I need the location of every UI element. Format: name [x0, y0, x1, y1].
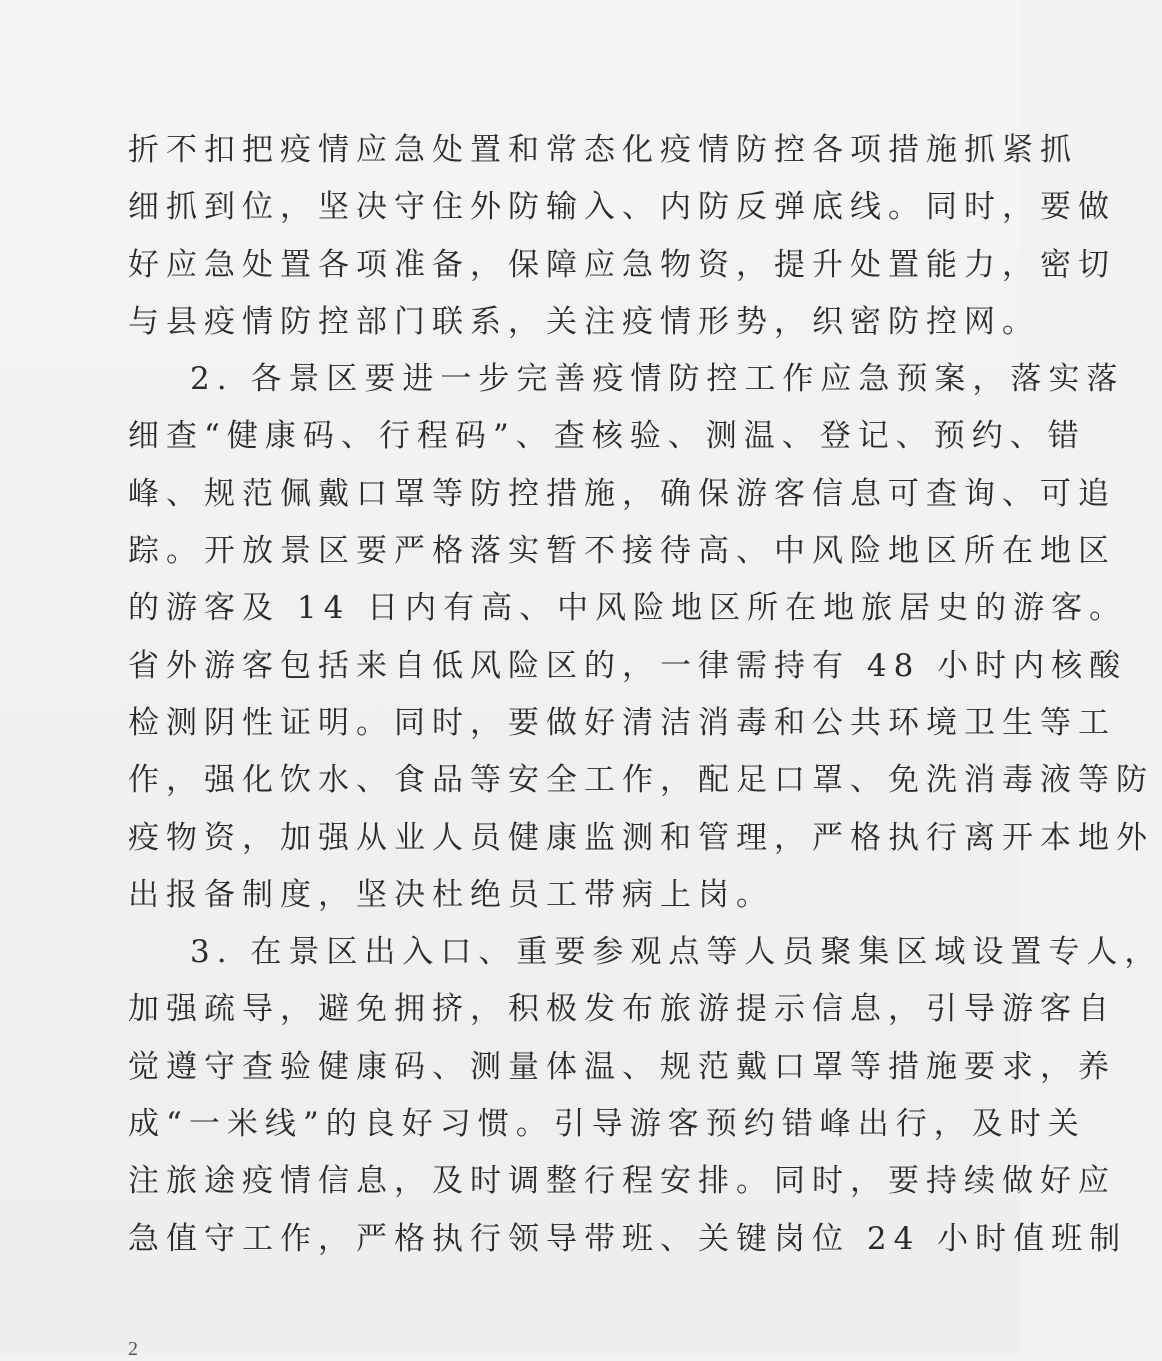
text-line: 的游客及 14 日内有高、中风险地区所在地旅居史的游客。	[128, 590, 1128, 627]
text-line: 折不扣把疫情应急处置和常态化疫情防控各项措施抓紧抓	[128, 132, 1078, 168]
text-line: 注旅途疫情信息，及时调整行程安排。同时，要持续做好应	[128, 1163, 1116, 1200]
text-line: 急值守工作，严格执行领导带班、关键岗位 24 小时值班制	[128, 1220, 1128, 1257]
text-line: 加强疏导，避免拥挤，积极发布旅游提示信息，引导游客自	[128, 991, 1116, 1028]
text-line: 细抓到位，坚决守住外防输入、内防反弹底线。同时，要做	[128, 189, 1116, 226]
text-line: 细查“健康码、行程码”、查核验、测温、登记、预约、错	[128, 418, 1086, 455]
text-line: 疫物资，加强从业人员健康监测和管理，严格执行离开本地外	[128, 819, 1154, 856]
text-line: 检测阴性证明。同时，要做好清洁消毒和公共环境卫生等工	[128, 704, 1116, 741]
text-line: 觉遵守查验健康码、测量体温、规范戴口罩等措施要求，养	[128, 1048, 1116, 1085]
text-line: 成“一米线”的良好习惯。引导游客预约错峰出行，及时关	[128, 1106, 1086, 1143]
text-line: 作，强化饮水、食品等安全工作，配足口罩、免洗消毒液等防	[128, 762, 1154, 799]
text-line: 出报备制度，坚决杜绝员工带病上岗。	[128, 876, 774, 913]
text-line: 好应急处置各项准备，保障应急物资，提升处置能力，密切	[128, 246, 1116, 283]
text-line: 省外游客包括来自低风险区的，一律需持有 48 小时内核酸	[128, 647, 1128, 684]
page-number: 2	[128, 1338, 138, 1360]
text-line: 峰、规范佩戴口罩等防控措施，确保游客信息可查询、可追	[128, 475, 1116, 512]
text-line: 与县疫情防控部门联系，关注疫情形势，织密防控网。	[128, 303, 1040, 340]
text-line: 踪。开放景区要严格落实暂不接待高、中风险地区所在地区	[128, 533, 1116, 570]
paragraph-3-start: 3. 在景区出入口、重要参观点等人员聚集区域设置专人，	[190, 934, 1162, 971]
body-text	[128, 122, 1162, 1268]
paragraph-2-start: 2. 各景区要进一步完善疫情防控工作应急预案，落实落	[190, 361, 1125, 398]
